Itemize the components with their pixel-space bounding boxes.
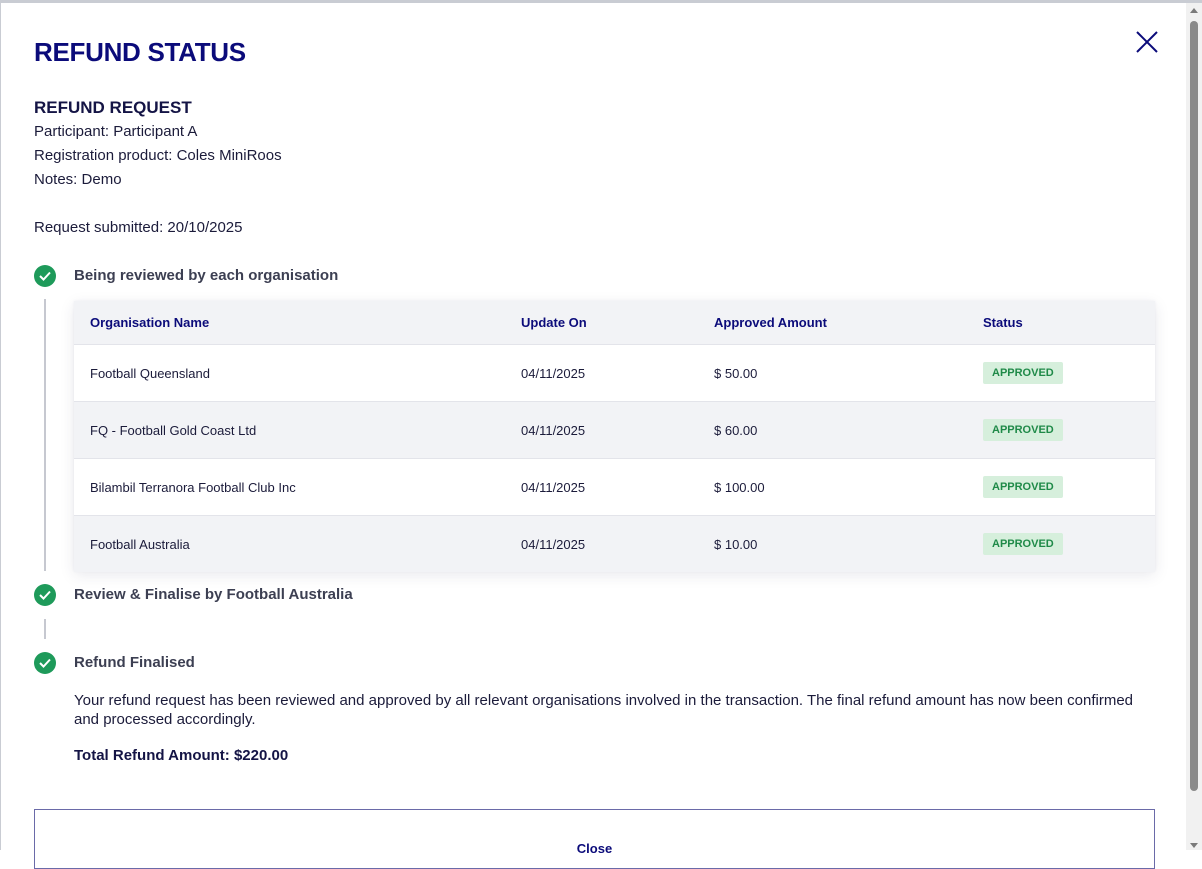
scroll-down-icon[interactable] (1190, 843, 1198, 848)
timeline-connector (44, 619, 46, 639)
product-line: Registration product: Coles MiniRoos (34, 147, 282, 164)
notes-line: Notes: Demo (34, 171, 122, 188)
submitted-line: Request submitted: 20/10/2025 (34, 219, 243, 236)
table-row (74, 402, 1155, 459)
organisation-table (74, 301, 1155, 571)
check-circle-icon (34, 652, 56, 674)
step-refund-finalised-label: Refund Finalised (74, 654, 195, 671)
cell-amount: $ 10.00 (698, 516, 967, 573)
table-header-row (74, 301, 1155, 345)
cell-amount: $ 50.00 (698, 345, 967, 402)
header-approved-amount: Approved Amount (698, 301, 967, 345)
status-badge: APPROVED (983, 533, 1063, 555)
cell-amount: $ 60.00 (698, 402, 967, 459)
refund-request-heading: REFUND REQUEST (34, 98, 192, 117)
table-row (74, 345, 1155, 402)
participant-line: Participant: Participant A (34, 123, 198, 140)
cell-date: 04/11/2025 (505, 345, 698, 402)
cell-date: 04/11/2025 (505, 402, 698, 459)
cell-amount: $ 100.00 (698, 459, 967, 516)
check-circle-icon (34, 265, 56, 287)
cell-organisation: Football Australia (74, 516, 505, 573)
modal-title: REFUND STATUS (34, 37, 246, 67)
table-row (74, 516, 1155, 573)
cell-organisation: Football Queensland (74, 345, 505, 402)
status-badge: APPROVED (983, 362, 1063, 384)
scrollbar-thumb[interactable] (1190, 21, 1198, 791)
cell-date: 04/11/2025 (505, 516, 698, 573)
cell-date: 04/11/2025 (505, 459, 698, 516)
step-reviewed-label: Being reviewed by each organisation (74, 267, 339, 284)
status-badge: APPROVED (983, 419, 1063, 441)
check-circle-icon (34, 584, 56, 606)
cell-organisation: FQ - Football Gold Coast Ltd (74, 402, 505, 459)
total-refund-amount: Total Refund Amount: $220.00 (74, 747, 289, 764)
cell-organisation: Bilambil Terranora Football Club Inc (74, 459, 505, 516)
step-finalise-label: Review & Finalise by Football Australia (74, 586, 353, 603)
header-status: Status (967, 301, 1155, 345)
timeline-connector (44, 299, 46, 571)
status-badge: APPROVED (983, 476, 1063, 498)
table-row (74, 459, 1155, 516)
final-message: Your refund request has been reviewed and approved by all relevant organisations involved in the transaction. The final refund amount has now been confirmed and processed accordingly. (74, 692, 1134, 728)
header-update-on: Update On (505, 301, 698, 345)
header-organisation: Organisation Name (74, 301, 505, 345)
scroll-up-icon[interactable] (1190, 8, 1198, 13)
close-icon[interactable] (1134, 29, 1160, 55)
close-button[interactable]: Close (34, 809, 1155, 869)
scrollbar[interactable] (1186, 3, 1202, 850)
